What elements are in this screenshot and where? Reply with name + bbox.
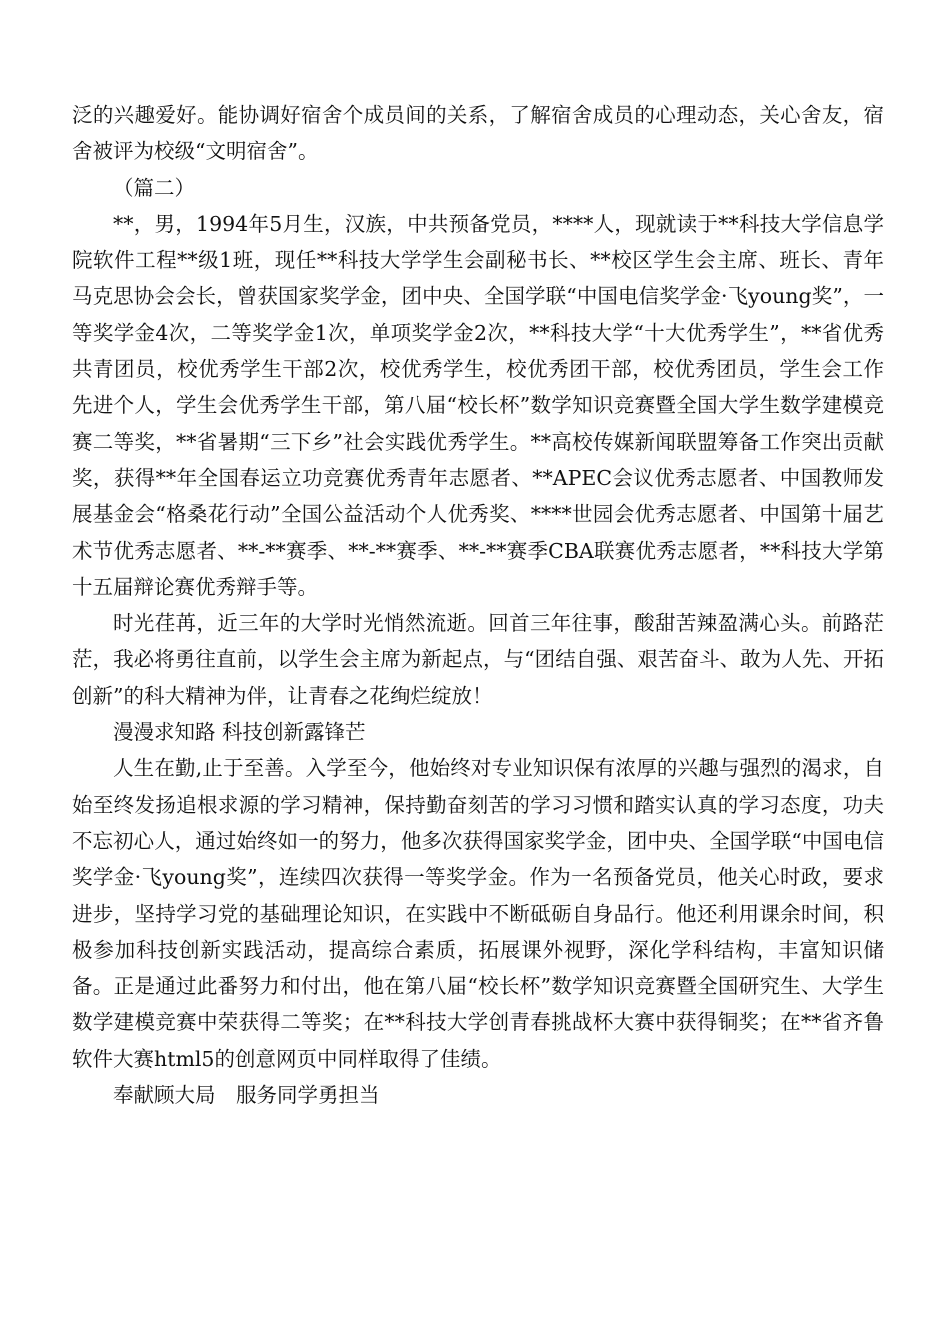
section-heading-study: 漫漫求知路 科技创新露锋芒 (113, 720, 366, 745)
body-paragraph-reflection: 时光荏苒，近三年的大学时光悄然流逝。回首三年往事，酸甜苦辣盈满心头。前路茫茫，我必将勇往直前，以学生会主席为新起点，与“团结自强、艰苦奋斗、敢为人先、开拓创新”的科大精神为伴，让青春之花绚烂绽放！ (72, 611, 884, 708)
continuation-paragraph: 泛的兴趣爱好。能协调好宿舍个成员间的关系，了解宿舍成员的心理动态，关心舍友，宿舍被评为校级“文明宿舍”。 (72, 103, 884, 164)
section-heading-service: 奉献顾大局 服务同学勇担当 (113, 1083, 380, 1108)
document-body (72, 97, 884, 1113)
section-label: （篇二） (113, 175, 195, 200)
body-paragraph-bio: **，男，1994年5月生，汉族，中共预备党员，****人，现就读于**科技大学信息学院软件工程**级1班，现任**科技大学学生会副秘书长、**校区学生会主席、班长、青年马克思协会会长，曾获国家奖学金，团中央、全国学联“中国电信奖学金·飞young奖”，一等奖学金4次，二等奖学金1次，单项奖学金2次，**科技大学“十大优秀学生”，**省优秀共青团员，校优秀学生干部2次，校优秀学生，校优秀团干部，校优秀团员，学生会工作先进个人，学生会优秀学生干部，第八届“校长杯”数学知识竞赛暨全国大学生数学建模竞赛二等奖，**省暑期“三下乡”社会实践优秀学生。**高校传媒新闻联盟筹备工作突出贡献奖，获得**年全国春运立功竞赛优秀青年志愿者、**APEC会议优秀志愿者、中国教师发展基金会“格桑花行动”全国公益活动个人优秀奖、****世园会优秀志愿者、中国第十届艺术节优秀志愿者、**-**赛季、**-**赛季、**-**赛季CBA联赛优秀志愿者，**科技大学第十五届辩论赛优秀辩手等。 (72, 211, 884, 599)
body-paragraph-study: 人生在勤,止于至善。入学至今，他始终对专业知识保有浓厚的兴趣与强烈的渴求，自始至终发扬追根求源的学习精神，保持勤奋刻苦的学习习惯和踏实认真的学习态度，功夫不忘初心人，通过始终如一的努力，他多次获得国家奖学金，团中央、全国学联“中国电信奖学金·飞young奖”，连续四次获得一等奖学金。作为一名预备党员，他关心时政，要求进步，坚持学习党的基础理论知识，在实践中不断砥砺自身品行。他还利用课余时间，积极参加科技创新实践活动，提高综合素质，拓展课外视野，深化学科结构，丰富知识储备。正是通过此番努力和付出，他在第八届“校长杯”数学知识竞赛暨全国研究生、大学生数学建模竞赛中荣获得二等奖；在**科技大学创青春挑战杯大赛中获得铜奖；在**省齐鲁软件大赛html5的创意网页中同样取得了佳绩。 (72, 756, 884, 1071)
